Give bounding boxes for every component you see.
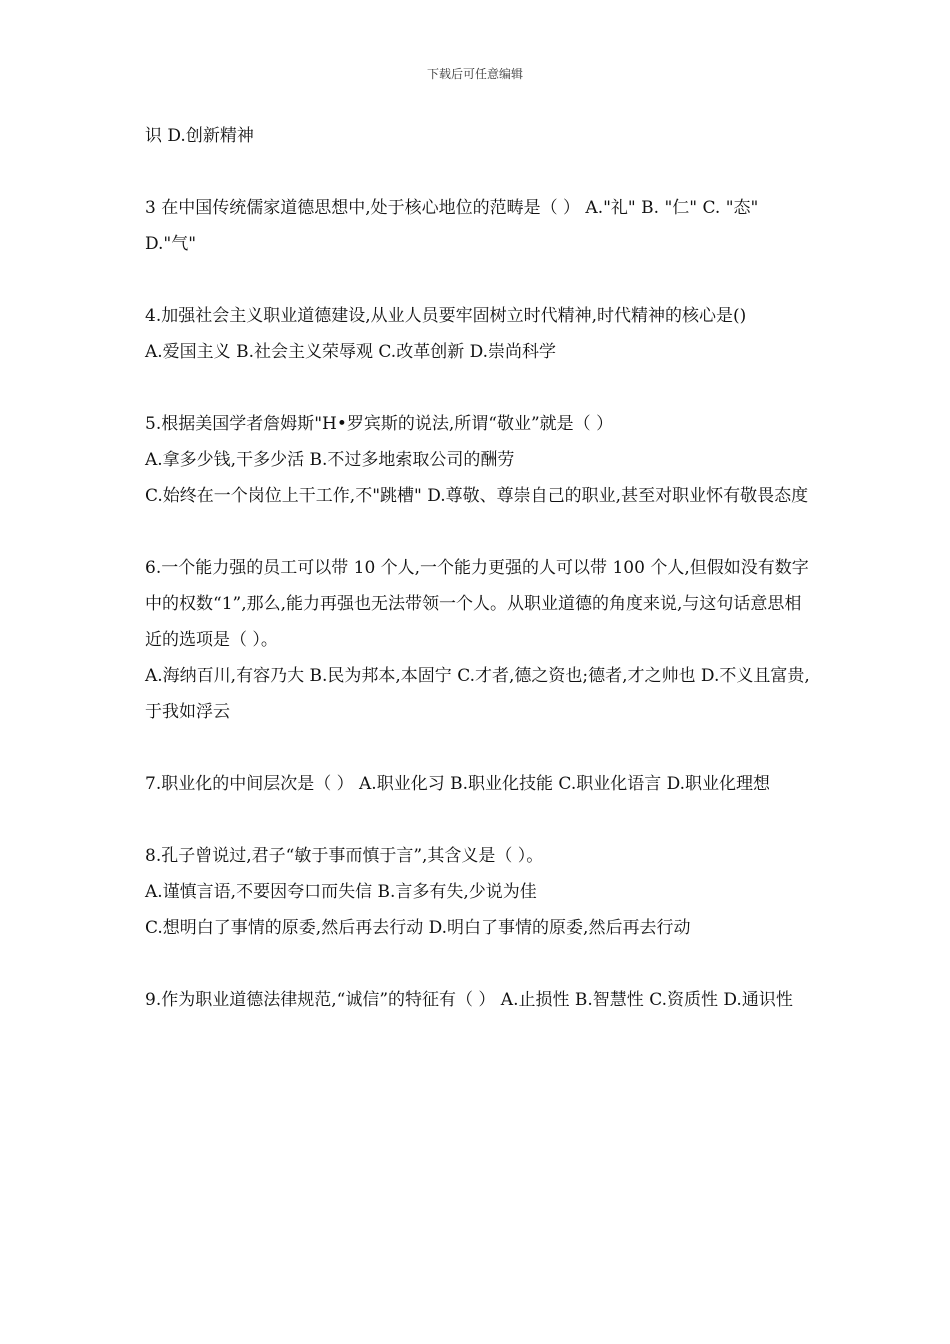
paragraph-gap [145,802,810,838]
question-5-options-ab: A.拿多少钱,干多少活 B.不过多地索取公司的酬劳 [145,450,515,470]
question-8: 8.孔子曾说过,君子“敏于事而慎于言”,其含义是（ ）。 [145,846,544,866]
document-body [145,118,810,1018]
question-3: 3 在中国传统儒家道德思想中,处于核心地位的范畴是（ ） A."礼" B. "仁" C. "态" D."气" [145,198,759,254]
question-4-options: A.爱国主义 B.社会主义荣辱观 C.改革创新 D.崇尚科学 [145,342,557,362]
question-9: 9.作为职业道德法律规范,“诚信”的特征有（ ） A.止损性 B.智慧性 C.资质性 D.通识性 [145,990,793,1010]
block-1-line-1: 识 D.创新精神 [145,126,254,146]
question-5-options-cd: C.始终在一个岗位上干工作,不"跳槽" D.尊敬、尊崇自己的职业,甚至对职业怀有敬畏态度 [145,486,809,506]
paragraph-gap [145,262,810,298]
paragraph-gap [145,946,810,982]
paragraph-gap [145,730,810,766]
page-header: 下载后可任意编辑 [426,67,523,81]
question-8-options-ab: A.谨慎言语,不要因夸口而失信 B.言多有失,少说为佳 [145,882,537,902]
paragraph-gap [145,370,810,406]
question-5: 5.根据美国学者詹姆斯"H•罗宾斯的说法,所谓“敬业”就是（ ） [145,414,614,434]
question-8-options-cd: C.想明白了事情的原委,然后再去行动 D.明白了事情的原委,然后再去行动 [145,918,691,938]
paragraph-gap [145,514,810,550]
question-4: 4.加强社会主义职业道德建设,从业人员要牢固树立时代精神,时代精神的核心是() [145,306,747,326]
question-6: 6.一个能力强的员工可以带 10 个人,一个能力更强的人可以带 100 个人,但假如没有数字中的权数“1”,那么,能力再强也无法带领一个人。从职业道德的角度来说,与这句话意思相近的选项是（ ）。 [145,558,809,650]
paragraph-gap [145,154,810,190]
question-6-options: A.海纳百川,有容乃大 B.民为邦本,本固宁 C.才者,德之资也;德者,才之帅也 D.不义且富贵,于我如浮云 [145,666,810,722]
question-7: 7.职业化的中间层次是（ ） A.职业化习 B.职业化技能 C.职业化语言 D.职业化理想 [145,774,771,794]
